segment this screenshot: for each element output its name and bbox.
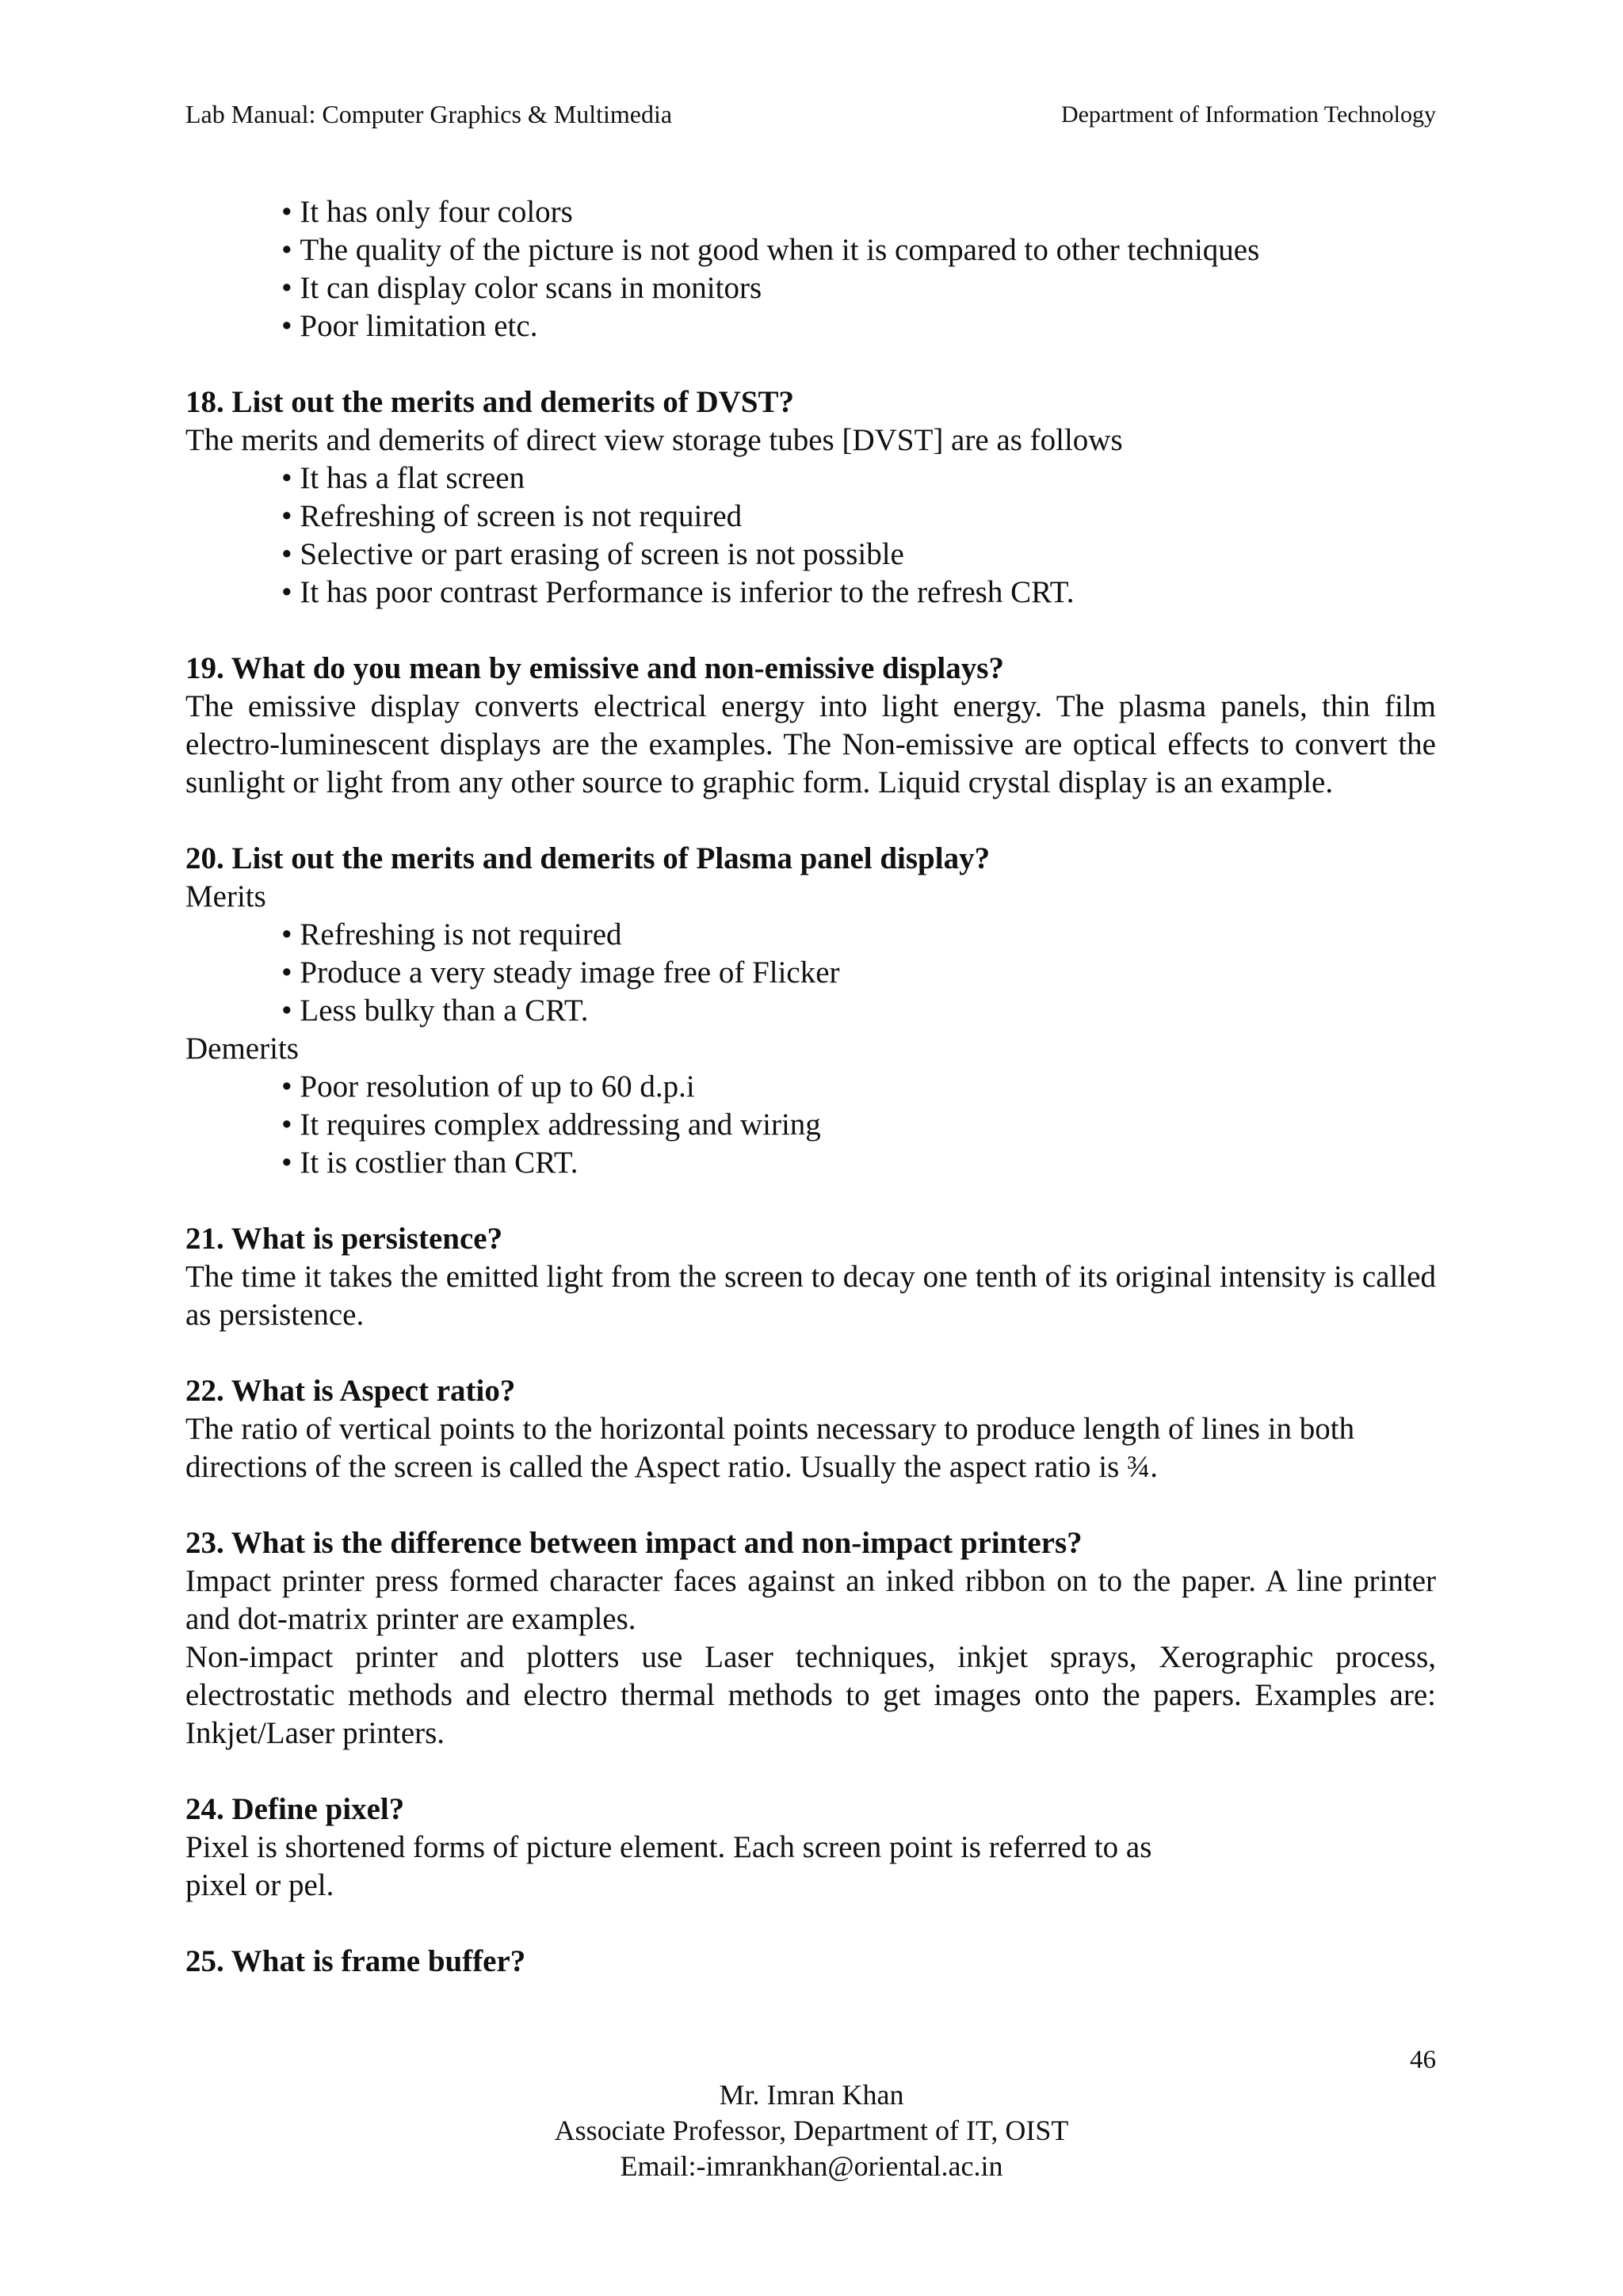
page-number: 46 [1410, 2046, 1436, 2074]
question-19 [185, 650, 1436, 802]
page-content [185, 193, 1436, 1981]
dvst-bullet-list [185, 460, 1436, 612]
merits-label: Merits [185, 879, 266, 913]
list-item: • Selective or part erasing of screen is not possible [281, 536, 1436, 574]
answer-text: The emissive display converts electrical energy into light energy. The plasma panels, thin film electro-luminescent displays are the examples. The Non-emissive are optical effects to convert the sunlight or light from any other source to graphic form. Liquid crystal display is an example. [185, 689, 1436, 799]
list-item: • It requires complex addressing and wiring [281, 1106, 1436, 1144]
header-department: Department of Information Technology [1060, 101, 1436, 128]
list-item: • Less bulky than a CRT. [281, 992, 1436, 1030]
list-item: • It can display color scans in monitors [281, 269, 1436, 307]
list-item: • Poor limitation etc. [281, 307, 1436, 345]
question-25 [185, 1943, 1436, 1981]
answer-text-line: Pixel is shortened forms of picture element. Each screen point is referred to as [185, 1830, 1152, 1864]
answer-text: The time it takes the emitted light from the screen to decay one tenth of its original intensity is called as persistence. [185, 1260, 1436, 1332]
question-24 [185, 1791, 1436, 1905]
list-item: • Poor resolution of up to 60 d.p.i [281, 1068, 1436, 1106]
question-23 [185, 1524, 1436, 1753]
question-title: 24. Define pixel? [185, 1792, 405, 1826]
demerits-bullet-list [185, 1068, 1436, 1182]
page-footer [0, 2077, 1623, 2184]
list-item: • Refreshing of screen is not required [281, 498, 1436, 536]
list-item: • It is costlier than CRT. [281, 1144, 1436, 1182]
list-item: • Produce a very steady image free of Flicker [281, 954, 1436, 992]
merits-bullet-list [185, 916, 1436, 1030]
demerits-label: Demerits [185, 1032, 299, 1066]
list-item: • The quality of the picture is not good when it is compared to other techniques [281, 231, 1436, 269]
list-item: • Refreshing is not required [281, 916, 1436, 954]
question-22 [185, 1372, 1436, 1486]
page-header [185, 100, 1436, 135]
question-title: 20. List out the merits and demerits of Plasma panel display? [185, 841, 991, 875]
header-manual-title: Lab Manual: Computer Graphics & Multimedia [185, 100, 673, 128]
question-title: 19. What do you mean by emissive and non-emissive displays? [185, 651, 1004, 685]
question-20 [185, 840, 1436, 1182]
question-21 [185, 1220, 1436, 1334]
question-title: 21. What is persistence? [185, 1222, 503, 1256]
answer-text: Impact printer press formed character faces against an inked ribbon on to the paper. A line printer and dot-matrix printer are examples. [185, 1564, 1436, 1636]
intro-bullet-list [185, 193, 1436, 345]
answer-text: Non-impact printer and plotters use Laser techniques, inkjet sprays, Xerographic process, electrostatic methods and electro thermal methods to get images onto the papers. Examples are: Inkjet/Laser printers. [185, 1640, 1436, 1750]
footer-author-position: Associate Professor, Department of IT, OIST [554, 2115, 1069, 2146]
question-title: 18. List out the merits and demerits of DVST? [185, 385, 795, 419]
list-item: • It has poor contrast Performance is inferior to the refresh CRT. [281, 574, 1436, 612]
answer-text: The ratio of vertical points to the horizontal points necessary to produce length of lines in both directions of the screen is called the Aspect ratio. Usually the aspect ratio is ¾. [185, 1412, 1355, 1484]
question-title: 22. What is Aspect ratio? [185, 1374, 516, 1408]
list-item: • It has a flat screen [281, 460, 1436, 498]
footer-author-email: Email:-imrankhan@oriental.ac.in [620, 2150, 1003, 2182]
answer-text-line: pixel or pel. [185, 1868, 334, 1902]
answer-text: The merits and demerits of direct view storage tubes [DVST] are as follows [185, 423, 1123, 457]
question-title: 25. What is frame buffer? [185, 1944, 526, 1978]
question-18 [185, 383, 1436, 612]
footer-author-name: Mr. Imran Khan [719, 2079, 904, 2111]
list-item: • It has only four colors [281, 193, 1436, 231]
question-title: 23. What is the difference between impact and non-impact printers? [185, 1526, 1083, 1560]
